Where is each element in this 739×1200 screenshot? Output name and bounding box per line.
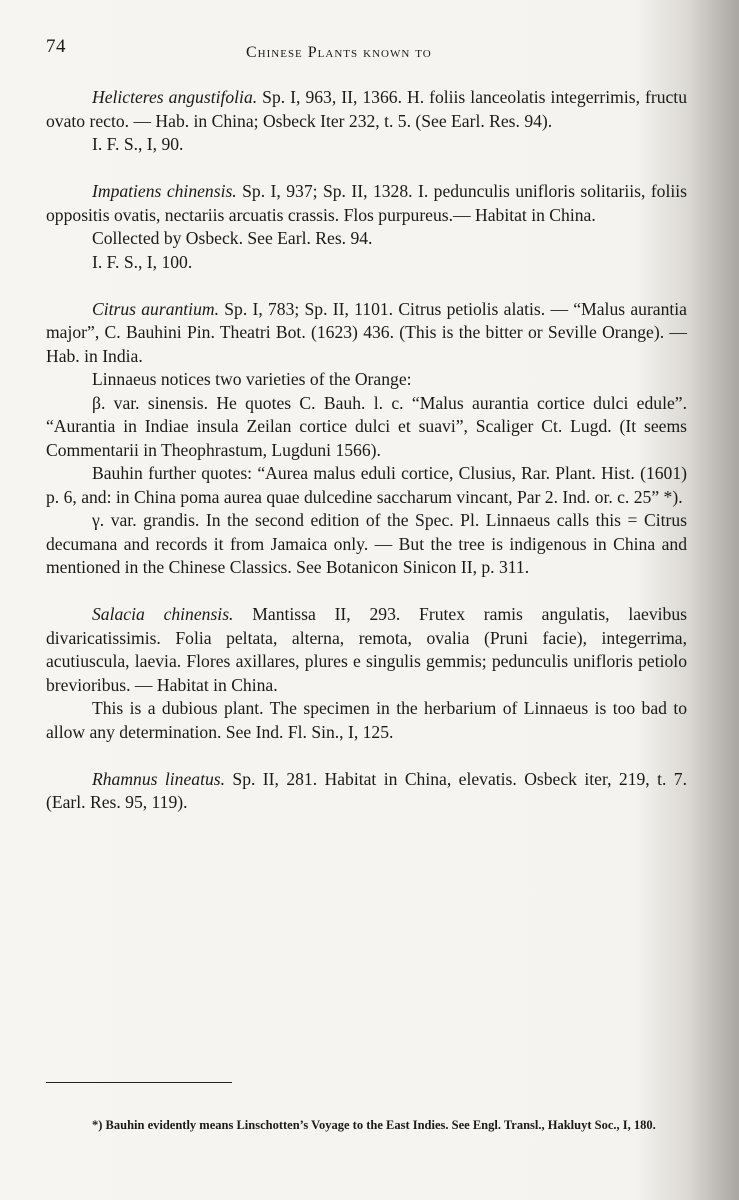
page-header [46,36,686,66]
entry-text: Sp. II, 281. Habitat in China, elevatis. Osbeck iter, 219, t. 7. (Earl. Res. 95, 119). [46,768,687,812]
entry-paragraph [46,298,687,369]
entry-note: Linnaeus notices two varieties of the Orange: [92,369,412,389]
page-number: 74 [46,36,66,57]
entry-text: Sp. I, 963, II, 1366. H. foliis lanceolatis integerrimis, fructu ovato recto. — Hab. in China; Osbeck Iter 232, t. 5. (See Earl. Res. 94). [46,87,687,131]
entry-note: Collected by Osbeck. See Earl. Res. 94. [92,228,373,248]
page-body [46,86,687,838]
entry-note: γ. var. grandis. In the second edition of the Spec. Pl. Linnaeus calls this = Citrus decumana and records it from Jamaica only. — But the tree is indigenous in China and mentioned in the Chinese Classics. See Botanicon Sinicon II, p. 311. [46,510,687,577]
entry-note: β. var. sinensis. He quotes C. Bauh. l. c. “Malus aurantia cortice dulci edule”. “Aurantia in Indiae insula Zeilan cortice dulci et suavi”, Scaliger Ct. Lugd. (It seems Commentarii in Theophrastum, Lugduni 1566). [46,392,687,460]
species-entry [46,180,687,274]
entry-note: I. F. S., I, 90. [92,134,184,154]
entry-text: Sp. I, 783; Sp. II, 1101. Citrus petiolis alatis. — “Malus aurantia major”, C. Bauhini Pin. Theatri Bot. (1623) 436. (This is the bitter or Seville Orange). — Hab. in India. [46,298,687,366]
entry-note: Bauhin further quotes: “Aurea malus eduli cortice, Clusius, Rar. Plant. Hist. (1601) p. 6, and: in China poma aurea quae dulcedine saccharum vincant, Par 2. Ind. or. c. 25” *). [46,463,687,507]
species-entry [46,603,687,744]
species-entry [46,768,687,815]
species-entry [46,86,687,157]
entry-paragraph [46,180,687,227]
entry-paragraph [46,768,687,815]
entry-note: I. F. S., I, 100. [92,251,193,272]
species-name: Rhamnus lineatus. [92,768,226,789]
species-name: Helicteres angustifolia. [92,87,258,107]
entry-note: This is a dubious plant. The specimen in the herbarium of Linnaeus is too bad to allow any determination. See Ind. Fl. Sin., I, 125. [46,698,687,742]
entry-text: Sp. I, 937; Sp. II, 1328. I. pedunculis unifloris solitariis, foliis oppositis ovatis, nectariis arcuatis crassis. Flos purpureus.— Habitat in China. [46,181,687,225]
footnote-divider [46,1082,232,1083]
species-name: Salacia chinensis. [92,604,234,624]
species-entry [46,298,687,580]
species-name: Citrus aurantium. [92,298,219,319]
footnote: *) Bauhin evidently means Linschotten’s Voyage to the East Indies. See Engl. Transl., Hakluyt Soc., I, 180. [92,1117,656,1132]
species-name: Impatiens chinensis. [92,181,237,201]
running-head: Chinese Plants known to [246,44,432,61]
entry-paragraph [46,603,687,697]
entry-paragraph [46,86,687,133]
entry-text: Mantissa II, 293. Frutex ramis angulatis, laevibus divaricatissimis. Folia peltata, alterna, remota, ovalia (Pruni facie), integerrima, acutiuscula, laevia. Flores axillares, plures e singulis gemmis; pedunculis unifloris petiolo brevioribus. — Habitat in China. [46,604,687,695]
